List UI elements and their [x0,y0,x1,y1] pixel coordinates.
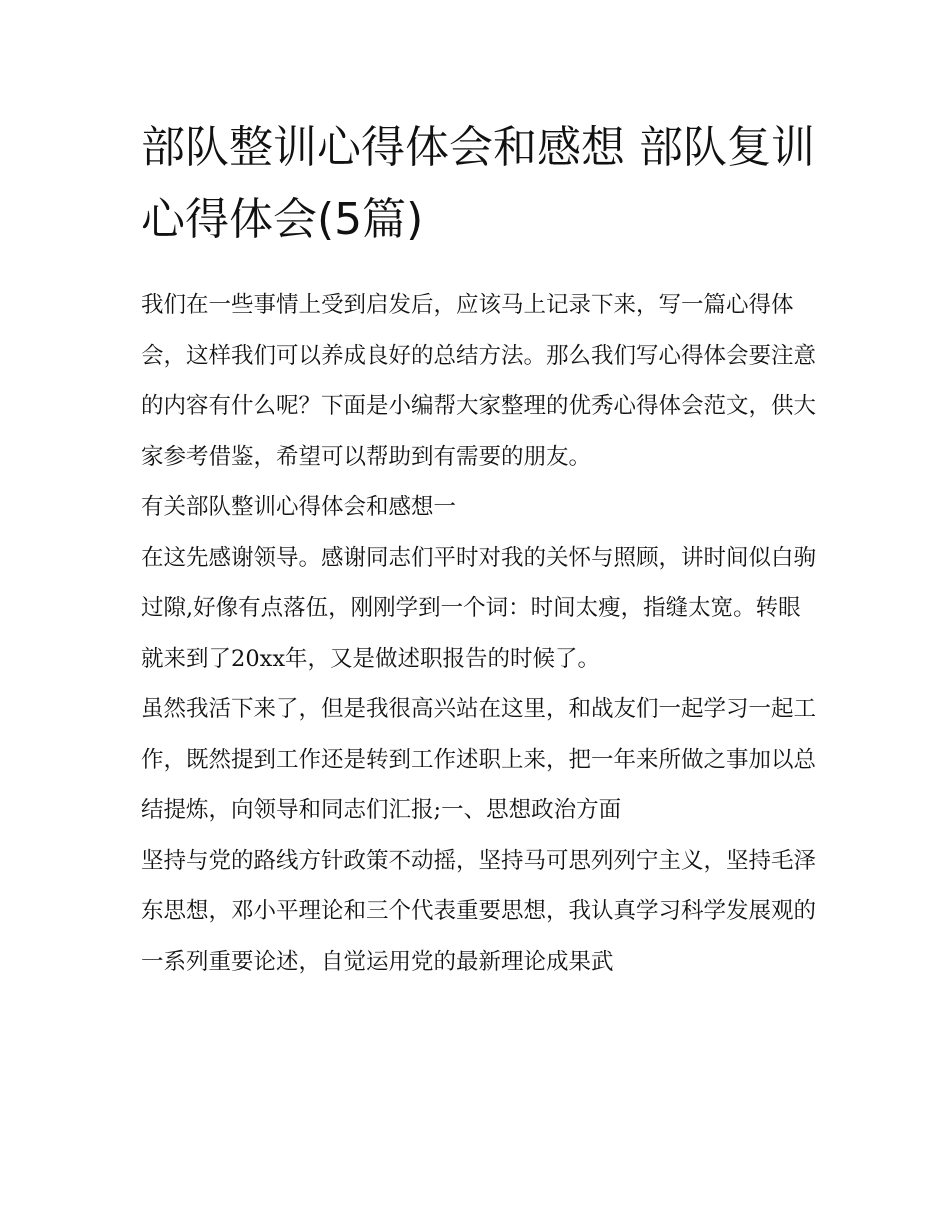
document-title: 部队整训心得体会和感想 部队复训心得体会(5篇) [141,122,815,245]
section-heading: 有关部队整训心得体会和感想一 [141,494,457,520]
body-paragraph: 在这先感谢领导。感谢同志们平时对我的关怀与照顾，讲时间似白驹过隙,好像有点落伍，刚刚学到一个词：时间太瘦，指缝太宽。转眼就来到了20xx年，又是做述职报告的时候了。 [141,544,817,672]
document-body [141,280,821,987]
body-paragraph: 虽然我活下来了，但是我很高兴站在这里，和战友们一起学习一起工作，既然提到工作还是转到工作述职上来，把一年来所做之事加以总结提炼，向领导和同志们汇报;一、思想政治方面 [141,696,817,823]
body-paragraph: 坚持与党的路线方针政策不动摇，坚持马可思列列宁主义，坚持毛泽东思想，邓小平理论和三个代表重要思想，我认真学习科学发展观的一系列重要论述，自觉运用党的最新理论成果武 [141,847,817,975]
intro-paragraph: 我们在一些事情上受到启发后，应该马上记录下来，写一篇心得体会，这样我们可以养成良好的总结方法。那么我们写心得体会要注意的内容有什么呢？下面是小编帮大家整理的优秀心得体会范文，供大家参考借鉴，希望可以帮助到有需要的朋友。 [141,292,817,470]
